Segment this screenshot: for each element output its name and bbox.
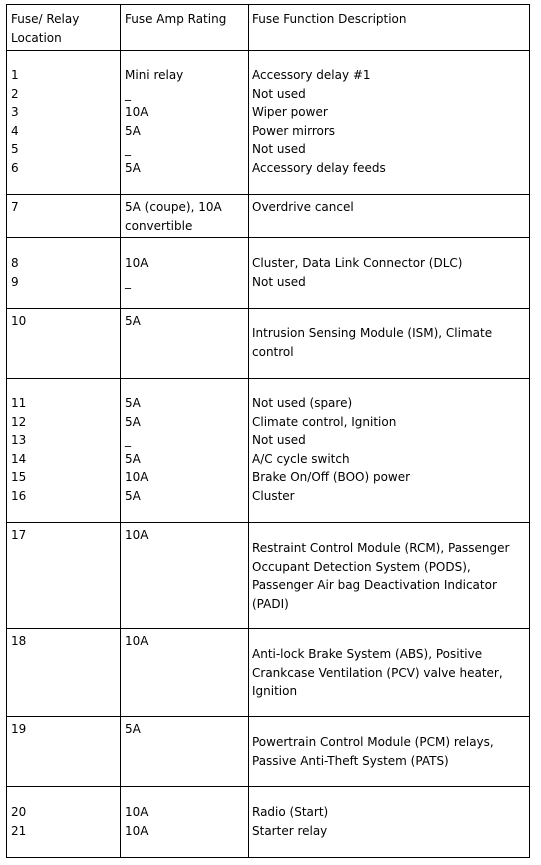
location-value: 18 bbox=[11, 634, 27, 648]
rating-value: _ bbox=[125, 433, 131, 447]
location-value: 4 bbox=[11, 123, 19, 138]
table-border bbox=[529, 4, 530, 858]
description-value: Occupant Detection System (PODS), bbox=[252, 559, 471, 574]
description-value: Not used bbox=[252, 86, 306, 101]
row-divider bbox=[6, 50, 530, 51]
row-divider bbox=[6, 628, 530, 629]
row-divider bbox=[6, 308, 530, 309]
rating-cell bbox=[125, 394, 245, 505]
rating-value: _ bbox=[125, 142, 131, 156]
description-value: Cluster, Data Link Connector (DLC) bbox=[252, 256, 463, 270]
location-value: 1 bbox=[11, 68, 19, 82]
header-rating: Fuse Amp Rating bbox=[125, 12, 227, 26]
description-value: Not used bbox=[252, 142, 306, 156]
location-cell bbox=[11, 312, 117, 331]
rating-value: 10A bbox=[125, 823, 149, 838]
rating-value: 10A bbox=[125, 634, 149, 648]
description-value: control bbox=[252, 344, 294, 359]
description-cell bbox=[252, 803, 522, 840]
row-divider bbox=[6, 237, 530, 238]
rating-value: 10A bbox=[125, 528, 149, 542]
description-value: Restraint Control Module (RCM), Passenger bbox=[252, 541, 510, 555]
location-value: 3 bbox=[11, 105, 19, 119]
rating-value: 10A bbox=[125, 470, 149, 484]
rating-value: 10A bbox=[125, 805, 149, 819]
location-cell bbox=[11, 803, 117, 840]
description-value: Not used bbox=[252, 433, 306, 447]
description-value: Accessory delay feeds bbox=[252, 160, 386, 175]
description-value: Wiper power bbox=[252, 105, 328, 119]
description-cell bbox=[252, 733, 522, 770]
description-cell bbox=[252, 394, 522, 505]
rating-value: Mini relay bbox=[125, 68, 184, 82]
rating-value: 5A (coupe), 10A bbox=[125, 200, 222, 214]
location-cell bbox=[11, 66, 117, 177]
location-value: 10 bbox=[11, 314, 27, 328]
rating-value: _ bbox=[125, 86, 131, 101]
rating-cell bbox=[125, 526, 245, 545]
rating-value: 5A bbox=[125, 160, 141, 175]
rating-cell bbox=[125, 198, 245, 235]
description-value: Passive Anti-Theft System (PATS) bbox=[252, 753, 449, 768]
location-value: 15 bbox=[11, 470, 27, 484]
rating-value: _ bbox=[125, 274, 131, 289]
location-value: 16 bbox=[11, 488, 27, 503]
rating-value: 5A bbox=[125, 451, 141, 466]
location-cell bbox=[11, 632, 117, 651]
row-divider bbox=[6, 786, 530, 787]
description-value: Passenger Air bag Deactivation Indicator bbox=[252, 578, 497, 592]
rating-value: 5A bbox=[125, 314, 141, 328]
rating-value: 5A bbox=[125, 396, 141, 410]
location-value: 20 bbox=[11, 805, 27, 819]
location-value: 5 bbox=[11, 142, 19, 156]
location-value: 9 bbox=[11, 274, 19, 289]
header-description: Fuse Function Description bbox=[252, 12, 407, 26]
rating-value: 5A bbox=[125, 488, 141, 503]
location-cell bbox=[11, 394, 117, 505]
row-divider bbox=[6, 716, 530, 717]
table-border bbox=[6, 857, 530, 858]
rating-cell bbox=[125, 254, 245, 291]
fuse-table bbox=[6, 4, 530, 858]
column-divider bbox=[248, 4, 249, 858]
location-value: 6 bbox=[11, 160, 19, 175]
description-value: Power mirrors bbox=[252, 123, 336, 138]
row-divider bbox=[6, 194, 530, 195]
description-cell bbox=[252, 539, 522, 613]
description-value: Not used bbox=[252, 274, 306, 289]
location-value: 21 bbox=[11, 823, 27, 838]
description-value: Not used (spare) bbox=[252, 396, 353, 410]
location-cell bbox=[11, 254, 117, 291]
description-cell bbox=[252, 324, 522, 361]
description-cell bbox=[252, 254, 522, 291]
location-value: 2 bbox=[11, 86, 19, 101]
description-value: Cluster bbox=[252, 488, 295, 503]
location-value: 8 bbox=[11, 256, 19, 270]
location-cell bbox=[11, 526, 117, 545]
location-value: 11 bbox=[11, 396, 27, 410]
rating-value: 5A bbox=[125, 722, 141, 736]
table-border bbox=[6, 4, 7, 858]
rating-cell bbox=[125, 312, 245, 331]
location-value: 17 bbox=[11, 528, 27, 542]
rating-value: 5A bbox=[125, 123, 141, 138]
location-value: 19 bbox=[11, 722, 27, 736]
description-value: (PADI) bbox=[252, 596, 289, 611]
rating-cell bbox=[125, 803, 245, 840]
location-value: 14 bbox=[11, 451, 27, 466]
rating-cell bbox=[125, 720, 245, 739]
row-divider bbox=[6, 522, 530, 523]
rating-cell bbox=[125, 632, 245, 651]
rating-value: 10A bbox=[125, 256, 149, 270]
description-value: Accessory delay #1 bbox=[252, 68, 371, 82]
location-value: 13 bbox=[11, 433, 27, 447]
description-cell bbox=[252, 198, 522, 217]
description-value: Overdrive cancel bbox=[252, 200, 354, 214]
location-value: 7 bbox=[11, 200, 19, 214]
location-cell bbox=[11, 198, 117, 217]
description-value: Intrusion Sensing Module (ISM), Climate bbox=[252, 326, 493, 340]
rating-cell bbox=[125, 66, 245, 177]
column-divider bbox=[120, 4, 121, 858]
location-cell bbox=[11, 720, 117, 739]
header-location: Fuse/ Relay Location bbox=[11, 12, 80, 45]
table-border bbox=[6, 4, 530, 5]
rating-value: 10A bbox=[125, 105, 149, 119]
rating-value: 5A bbox=[125, 414, 141, 429]
description-value: Radio (Start) bbox=[252, 805, 329, 819]
row-divider bbox=[6, 378, 530, 379]
description-value: Brake On/Off (BOO) power bbox=[252, 470, 411, 484]
description-cell bbox=[252, 66, 522, 177]
description-value: Climate control, Ignition bbox=[252, 414, 397, 429]
description-value: Anti-lock Brake System (ABS), Positive bbox=[252, 647, 483, 661]
description-value: Ignition bbox=[252, 684, 298, 698]
location-value: 12 bbox=[11, 414, 27, 429]
description-value: Crankcase Ventilation (PCV) valve heater, bbox=[252, 665, 503, 680]
description-value: Starter relay bbox=[252, 823, 328, 838]
description-value: Powertrain Control Module (PCM) relays, bbox=[252, 735, 494, 749]
description-value: A/C cycle switch bbox=[252, 451, 350, 466]
rating-value: convertible bbox=[125, 218, 193, 233]
description-cell bbox=[252, 645, 522, 701]
